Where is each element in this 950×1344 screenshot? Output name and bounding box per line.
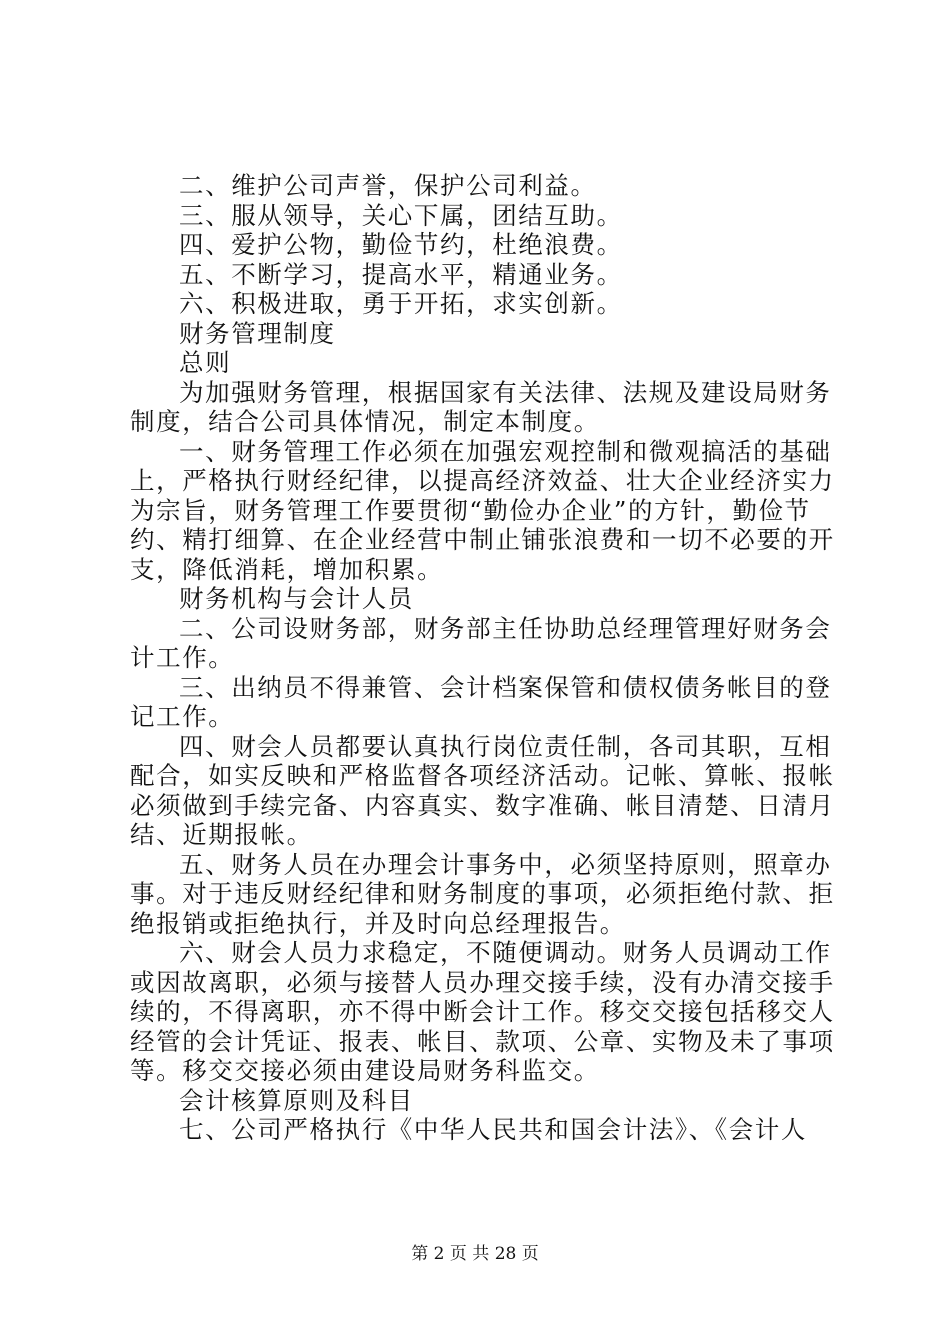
text-line: 三、出纳员不得兼管、会计档案保管和债权债务帐目的登 — [179, 672, 832, 702]
text-line: 五、财务人员在办理会计事务中，必须坚持原则，照章办 — [179, 849, 832, 879]
text-line: 经管的会计凭证、报表、帐目、款项、公章、实物及未了事项 — [130, 1026, 835, 1056]
text-line: 约、精打细算、在企业经营中制止铺张浪费和一切不必要的开 — [130, 525, 835, 554]
text-line: 为加强财务管理，根据国家有关法律、法规及建设局财务 — [179, 377, 832, 407]
section-heading: 财务机构与会计人员 — [179, 584, 414, 613]
section-heading: 财务管理制度 — [179, 318, 336, 348]
text-line: 结、近期报帐。 — [130, 820, 313, 849]
text-line: 必须做到手续完备、内容真实、数字准确、帐目清楚、日清月 — [130, 790, 835, 820]
text-line: 四、爱护公物，勤俭节约，杜绝浪费。 — [179, 230, 623, 259]
page-number-footer: 第 2 页 共 28 页 — [411, 1244, 539, 1264]
text-line: 七、公司严格执行《中华人民共和国会计法》、《会计人 — [179, 1115, 807, 1144]
text-line: 三、服从领导，关心下属，团结互助。 — [179, 200, 623, 230]
text-line: 一、财务管理工作必须在加强宏观控制和微观搞活的基础 — [179, 436, 832, 466]
section-heading: 总则 — [179, 348, 232, 377]
text-line: 续的，不得离职，亦不得中断会计工作。移交交接包括移交人 — [130, 997, 835, 1026]
text-line: 四、财会人员都要认真执行岗位责任制，各司其职，互相 — [179, 731, 832, 761]
text-line: 二、公司设财务部，财务部主任协助总经理管理好财务会 — [179, 613, 832, 643]
text-line: 六、积极进取，勇于开拓，求实创新。 — [179, 289, 623, 318]
text-line: 等。移交交接必须由建设局财务科监交。 — [130, 1056, 600, 1085]
text-line: 二、维护公司声誉，保护公司利益。 — [179, 171, 597, 200]
text-line: 或因故离职，必须与接替人员办理交接手续，没有办清交接手 — [130, 967, 835, 997]
document-body — [130, 171, 835, 1145]
text-line: 绝报销或拒绝执行，并及时向总经理报告。 — [130, 908, 626, 938]
text-line: 支，降低消耗，增加积累。 — [130, 554, 444, 584]
text-line: 上，严格执行财经纪律，以提高经济效益、壮大企业经济实力 — [130, 466, 835, 495]
text-line: 计工作。 — [130, 643, 235, 672]
text-line: 记工作。 — [130, 702, 235, 731]
text-line: 配合，如实反映和严格监督各项经济活动。记帐、算帐、报帐 — [130, 761, 835, 790]
section-heading: 会计核算原则及科目 — [179, 1085, 414, 1115]
text-line: 六、财会人员力求稳定，不随便调动。财务人员调动工作 — [179, 938, 832, 967]
text-line: 制度，结合公司具体情况，制定本制度。 — [130, 407, 600, 436]
text-line: 为宗旨，财务管理工作要贯彻“勤俭办企业”的方针，勤俭节 — [130, 495, 811, 525]
text-line: 事。对于违反财经纪律和财务制度的事项，必须拒绝付款、拒 — [130, 879, 835, 908]
text-line: 五、不断学习，提高水平，精通业务。 — [179, 259, 623, 289]
